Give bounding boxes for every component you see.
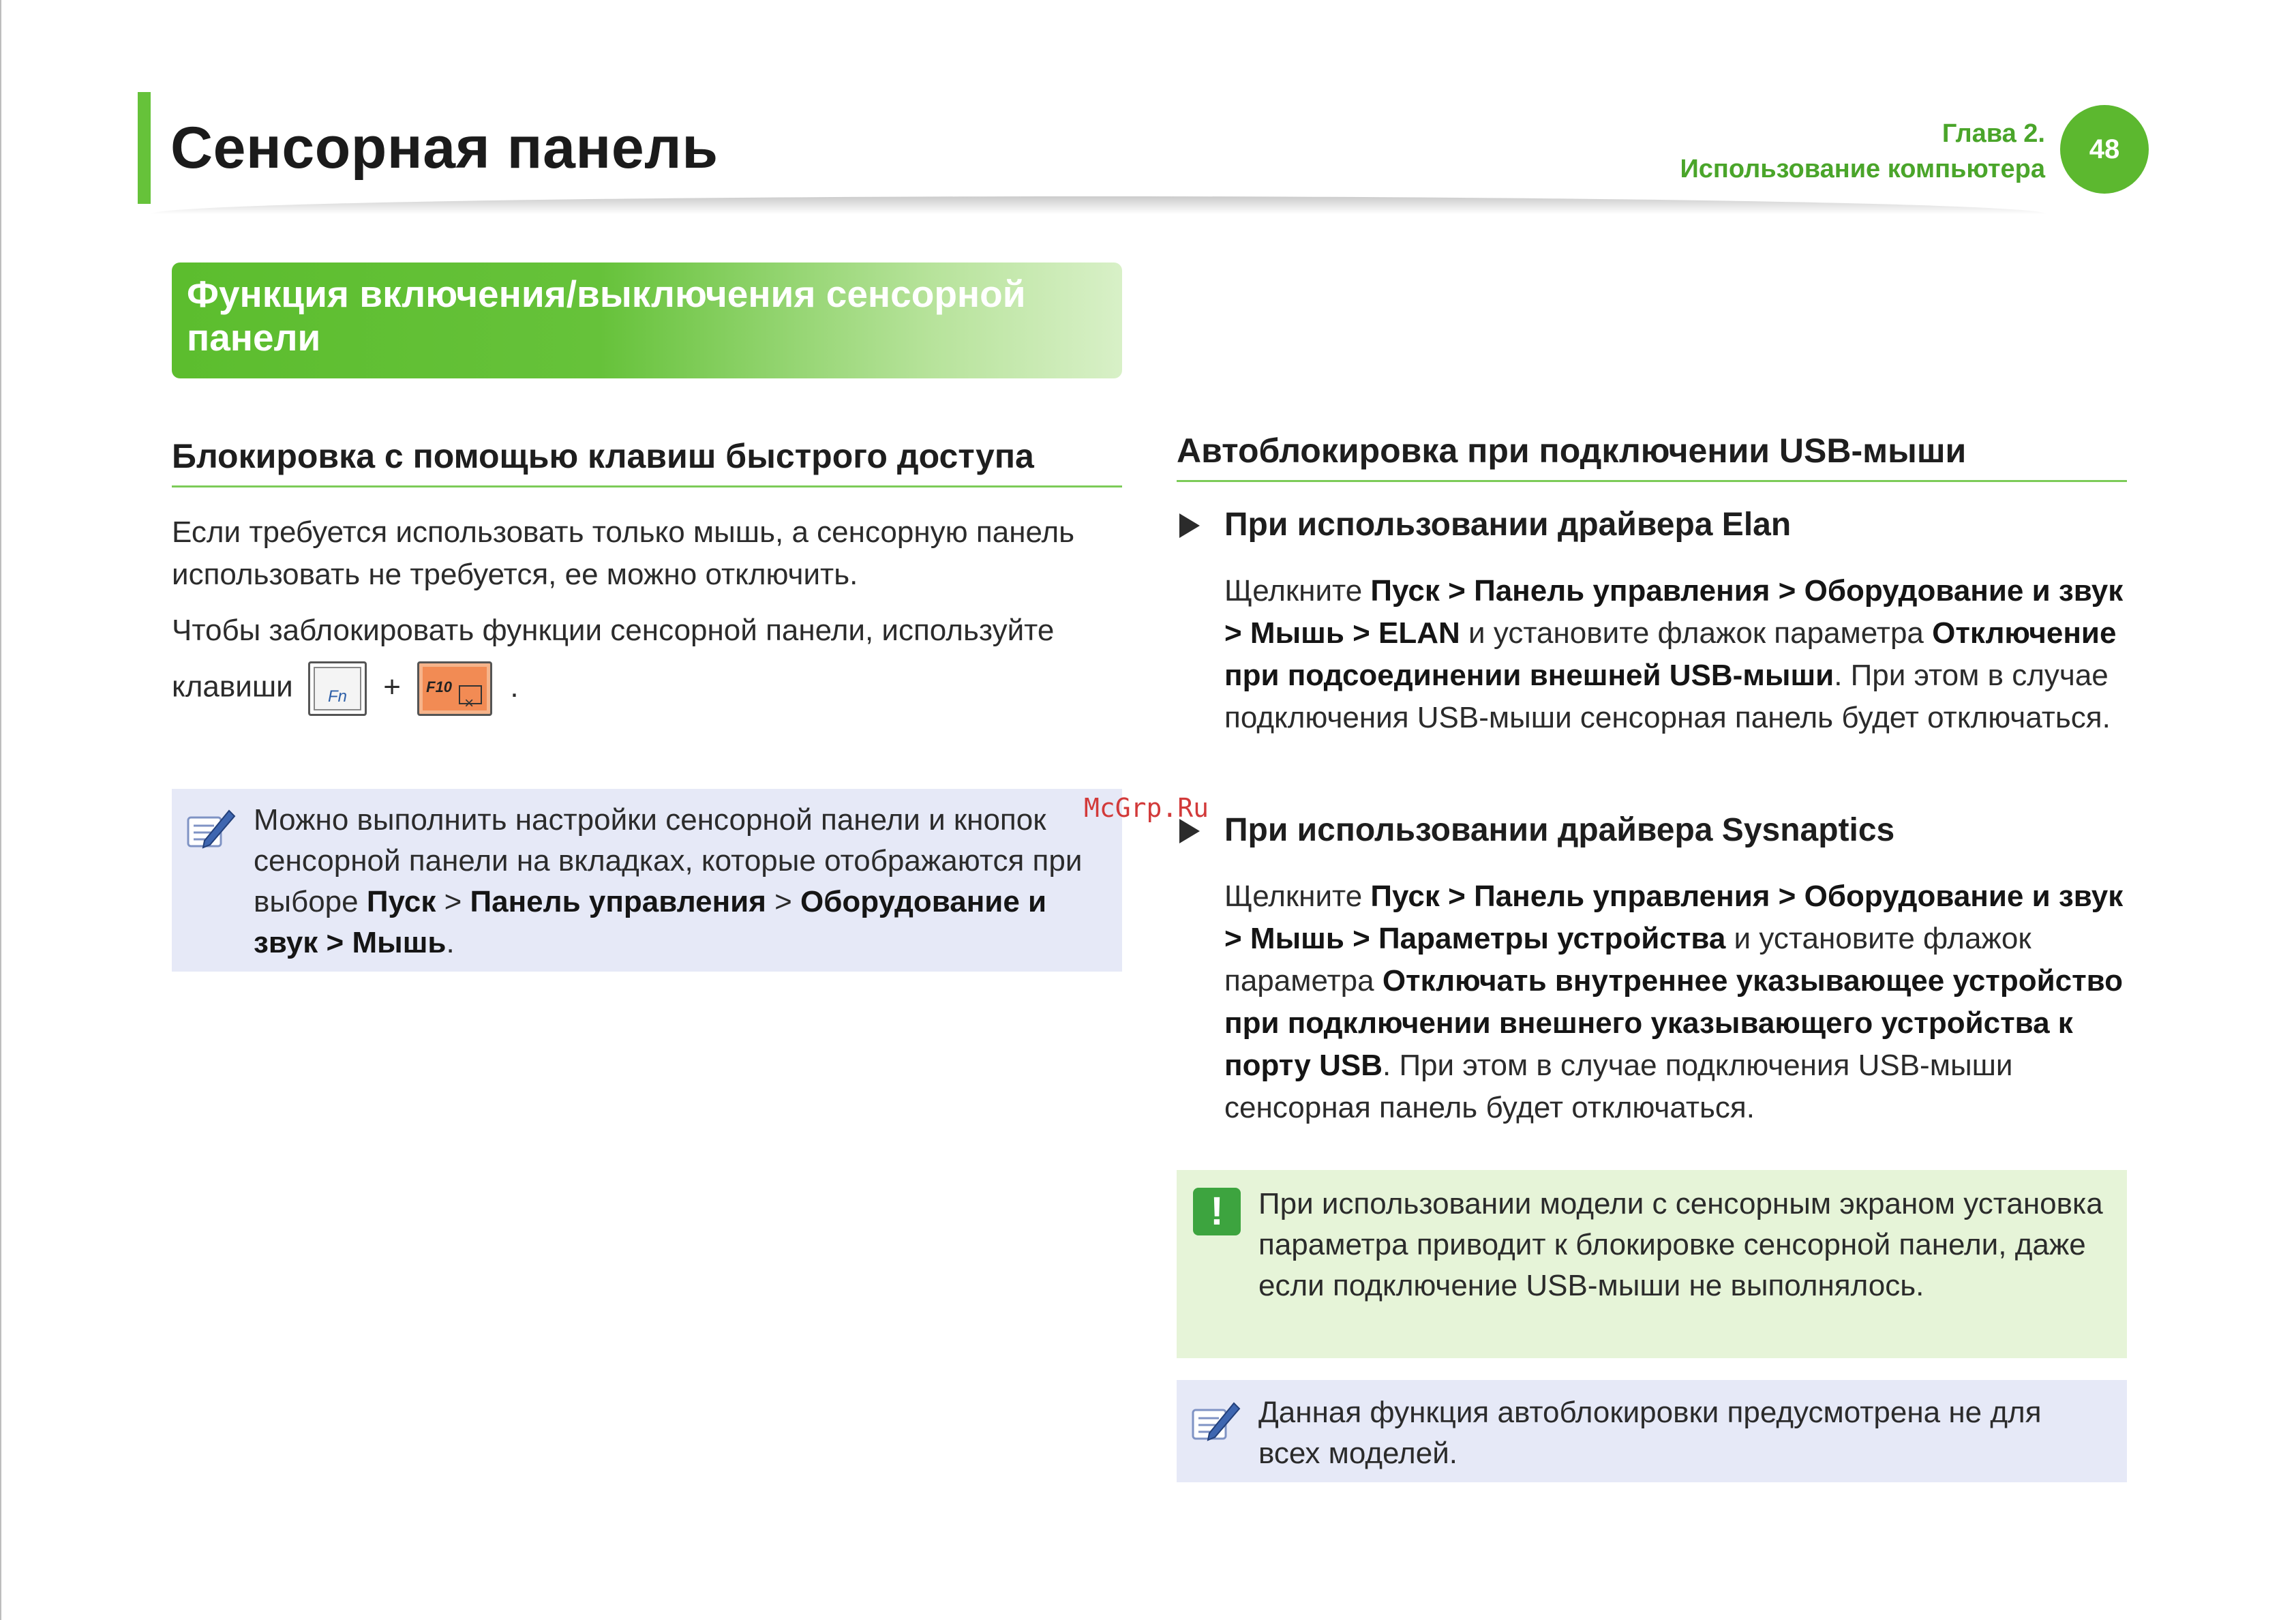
right-heading-underline (1177, 480, 2127, 482)
f10-touchpad-key-icon (417, 661, 492, 716)
synaptics-text: Щелкните (1224, 880, 1371, 913)
warning-text: При использовании модели с сенсорным экраном установка параметра приводит к блокировке сенсорной панели, даже если подключение USB-мыши не выполнялось. (1258, 1187, 2103, 1302)
section-banner-title: Функция включения/выключения сенсорной панели (187, 273, 1026, 359)
elan-heading (1179, 506, 1791, 543)
section-banner (172, 262, 1122, 378)
left-note-box (172, 789, 1122, 972)
synaptics-path-sep: > (1224, 922, 1250, 955)
left-heading-underline (172, 485, 1122, 487)
note-path-mouse: Мышь (352, 926, 447, 959)
watermark: McGrp.Ru (1084, 793, 1209, 823)
note-pencil-icon (1189, 1395, 1243, 1450)
synaptics-path-device-settings: Параметры устройства (1378, 922, 1726, 955)
synaptics-path-control-panel: Панель управления (1474, 880, 1770, 913)
synaptics-path-start: Пуск (1370, 880, 1440, 913)
elan-paragraph (1224, 570, 2131, 739)
chapter-title: Использование компьютера (1680, 155, 2045, 183)
synaptics-heading-text: При использовании драйвера Sysnaptics (1224, 812, 1895, 848)
synaptics-text: и установите флажок параметра (1224, 922, 2031, 997)
left-paragraph-2-line1: Чтобы заблокировать функции сенсорной панели, используйте (172, 614, 1055, 647)
synaptics-text: . При этом в случае подключения USB-мыши сенсорная панель будет отключаться. (1224, 1049, 2013, 1124)
left-note-text (254, 800, 1106, 963)
exclamation-icon: ! (1193, 1188, 1241, 1235)
touchpad-off-icon (459, 685, 482, 704)
elan-path-start: Пуск (1370, 574, 1440, 608)
elan-path-sep: > (1344, 616, 1379, 650)
elan-option-name: Отключение при подсоединении внешней USB-мыши (1224, 616, 2117, 692)
right-note-text: Данная функция автоблокировки предусмотрена не для всех моделей. (1258, 1396, 2042, 1470)
chapter-number: Глава 2. (1942, 119, 2045, 148)
note-path-sep: > (318, 926, 352, 959)
page-title: Сенсорная панель (170, 115, 719, 181)
synaptics-path-mouse: Мышь (1250, 922, 1344, 955)
elan-text: и установите флажок параметра (1460, 616, 1933, 650)
note-path-start: Пуск (366, 885, 436, 918)
page-number-badge: 48 (2060, 105, 2149, 194)
elan-heading-text: При использовании драйвера Elan (1224, 507, 1792, 543)
elan-text: Щелкните (1224, 574, 1371, 608)
elan-path-elan: ELAN (1378, 616, 1460, 650)
synaptics-path-sep: > (1770, 880, 1804, 913)
hotkey-period: . (510, 670, 519, 704)
right-heading: Автоблокировка при подключении USB-мыши (1177, 432, 1967, 470)
f10-key-label: F10 (426, 678, 453, 695)
hotkey-plus: + (383, 670, 401, 704)
note-path-hardware: Оборудование и звук (254, 885, 1047, 959)
note-pencil-icon (184, 802, 239, 857)
left-paragraph-1: Если требуется использовать только мышь, а сенсорную панель использовать не требуется, ее можно отключить. (172, 515, 1075, 591)
header-divider (151, 196, 2046, 214)
elan-path-sep: > (1224, 616, 1250, 650)
hotkey-prefix: клавиши (172, 670, 293, 704)
elan-path-control-panel: Панель управления (1474, 574, 1770, 608)
synaptics-path-hardware: Оборудование и звук (1804, 880, 2124, 913)
synaptics-path-sep: > (1344, 922, 1379, 955)
elan-text: . При этом в случае подключения USB-мыши сенсорная панель будет отключаться. (1224, 659, 2111, 734)
bullet-triangle-icon (1179, 513, 1200, 538)
synaptics-heading (1179, 811, 1894, 849)
note-path-sep: > (766, 885, 801, 918)
fn-key-icon (308, 661, 367, 716)
synaptics-option-name: Отключать внутреннее указывающее устройство при подключении внешнего указывающего устройства к порту USB (1224, 964, 2124, 1082)
page-left-border (0, 0, 1, 1620)
chapter-label (1680, 116, 2045, 187)
fn-key-label: Fn (327, 687, 347, 706)
note-path-sep: > (436, 885, 470, 918)
elan-path-sep: > (1439, 574, 1475, 608)
hotkey-line (172, 661, 1122, 716)
synaptics-paragraph (1224, 875, 2138, 1129)
synaptics-path-sep: > (1439, 880, 1475, 913)
note-text-start: Можно выполнить настройки сенсорной панели и кнопок сенсорной панели на вкладках, которые отображаются при выборе (254, 803, 1083, 918)
right-note-box (1177, 1380, 2127, 1482)
elan-path-mouse: Мышь (1250, 616, 1344, 650)
left-heading: Блокировка с помощью клавиш быстрого доступа (172, 437, 1034, 475)
header-accent-bar (138, 92, 151, 204)
warning-box (1177, 1170, 2127, 1358)
elan-path-hardware: Оборудование и звук (1804, 574, 2124, 608)
note-text-end: . (446, 926, 455, 959)
elan-path-sep: > (1770, 574, 1804, 608)
left-paragraph-2 (172, 610, 1122, 716)
note-path-control-panel: Панель управления (470, 885, 766, 918)
